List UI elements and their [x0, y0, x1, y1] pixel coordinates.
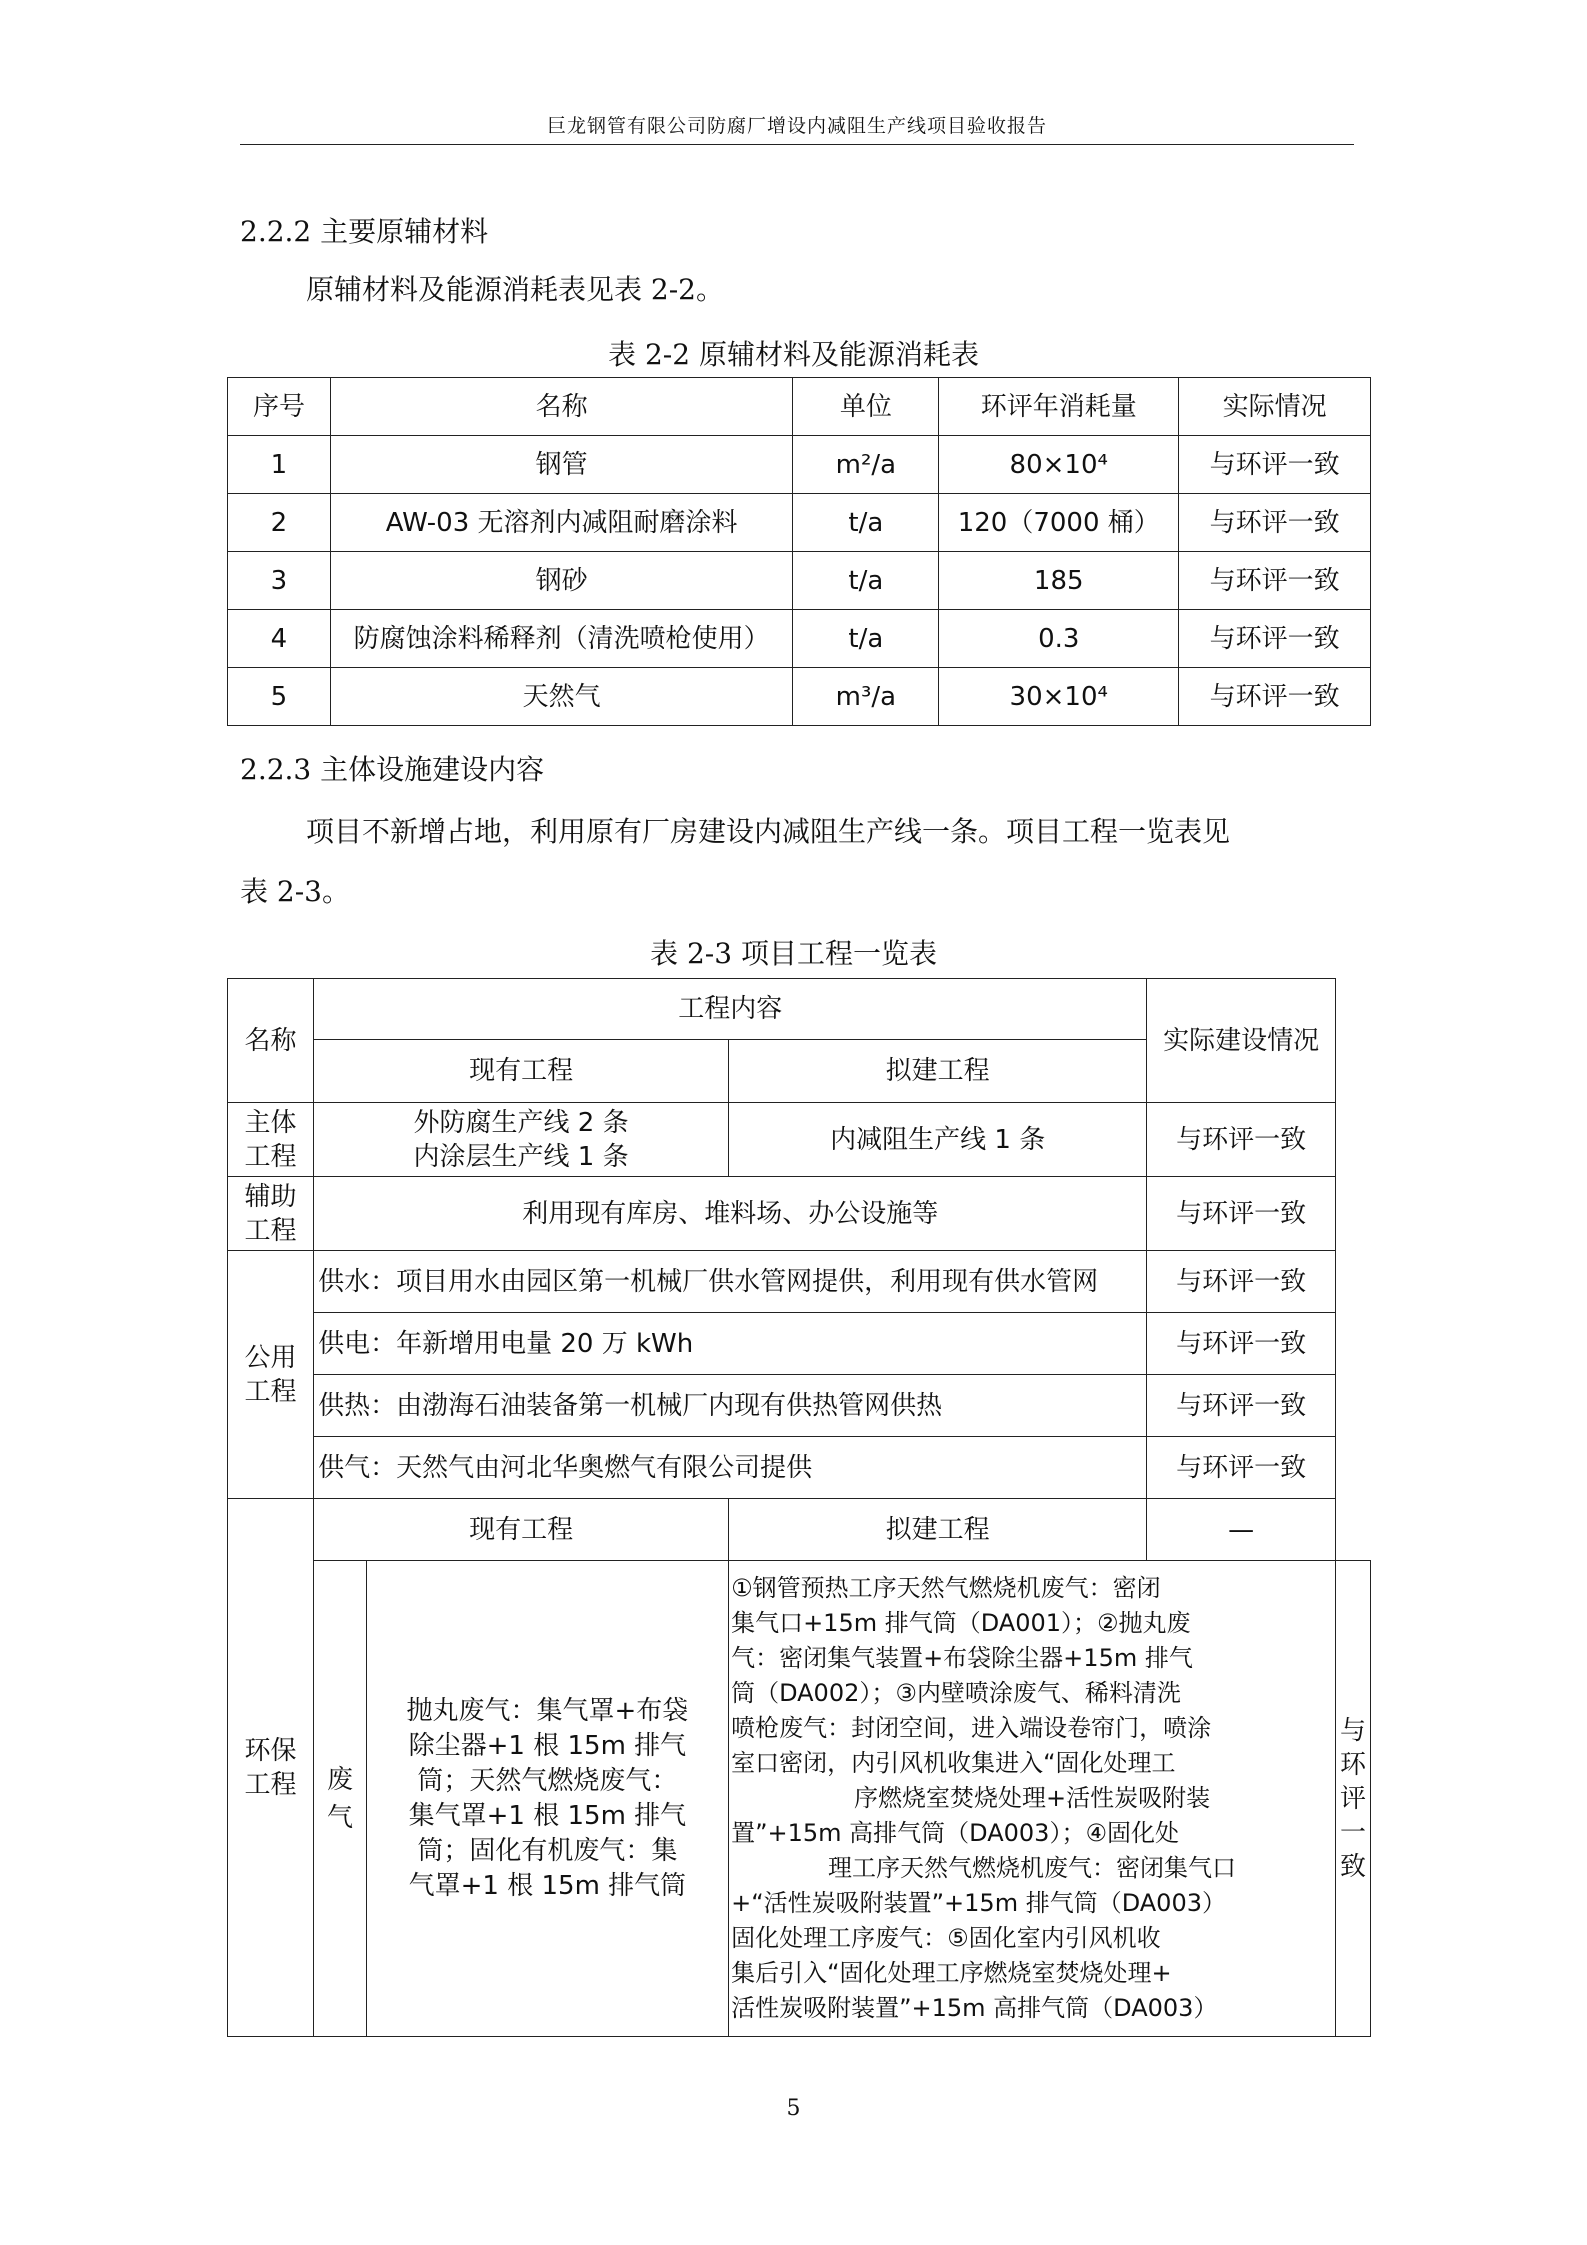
table-row	[228, 552, 1371, 610]
facilities-intro-line2: 表 2-3。	[240, 875, 350, 908]
env-category-cell	[314, 1561, 367, 2037]
table-cell: AW-03 无溶剂内减阻耐磨涂料	[330, 494, 793, 552]
column-header: 环评年消耗量	[939, 378, 1179, 436]
table-row	[228, 668, 1371, 726]
column-header: 实际情况	[1179, 378, 1371, 436]
table-cell: 天然气	[330, 668, 793, 726]
table-cell: 30×10⁴	[939, 668, 1179, 726]
section-heading-facilities: 2.2.3 主体设施建设内容	[240, 753, 545, 786]
column-header-actual: 实际建设情况	[1147, 979, 1336, 1103]
table-cell: 与环评一致	[1179, 610, 1371, 668]
row-name-aux: 辅助工程	[228, 1177, 314, 1251]
table-row	[228, 436, 1371, 494]
row-name-main: 主体工程	[228, 1103, 314, 1177]
page-number: 5	[786, 2096, 801, 2121]
column-header: 序号	[228, 378, 331, 436]
table-cell: 2	[228, 494, 331, 552]
public-actual-cell: 与环评一致	[1147, 1375, 1336, 1437]
table-cell: t/a	[793, 494, 939, 552]
table-cell: 185	[939, 552, 1179, 610]
env-existing-header: 现有工程	[314, 1499, 729, 1561]
env-proposed-line: 气：密闭集气装置+布袋除尘器+15m 排气	[731, 1644, 1193, 1672]
aux-actual-cell: 与环评一致	[1147, 1177, 1336, 1251]
row-name-env: 环保工程	[228, 1499, 314, 2037]
main-existing-line: 外防腐生产线 2 条	[413, 1107, 629, 1138]
env-proposed-line: 序燃烧室焚烧处理+活性炭吸附装	[853, 1784, 1211, 1812]
table-row-env-waste-gas	[228, 1561, 1371, 2037]
table-header-row	[228, 979, 1371, 1040]
table-cell: 钢砂	[330, 552, 793, 610]
table-cell: 与环评一致	[1179, 436, 1371, 494]
env-existing-cell	[366, 1561, 728, 2037]
env-existing-line: 抛丸废气：集气罩+布袋	[406, 1695, 689, 1726]
env-proposed-line: 室口密闭，内引风机收集进入“固化处理工	[731, 1749, 1176, 1777]
table-row	[228, 610, 1371, 668]
env-proposed-line: 筒（DA002）；③内壁喷涂废气、稀料清洗	[731, 1679, 1181, 1707]
column-header-proposed: 拟建工程	[729, 1040, 1147, 1103]
public-content-cell: 供电：年新增用电量 20 万 kWh	[314, 1313, 1147, 1375]
env-proposed-line: 固化处理工序废气：⑤固化室内引风机收	[731, 1924, 1161, 1952]
env-existing-line: 气罩+1 根 15m 排气筒	[408, 1870, 687, 1901]
env-proposed-line: 喷枪废气：封闭空间，进入端设卷帘门，喷涂	[731, 1714, 1212, 1742]
env-proposed-line: 活性炭吸附装置”+15m 高排气筒（DA003）	[731, 1994, 1218, 2022]
main-existing-line: 内涂层生产线 1 条	[413, 1141, 629, 1172]
env-existing-line: 筒；天然气燃烧废气：	[417, 1765, 678, 1796]
main-existing-cell	[314, 1103, 729, 1177]
env-existing-line: 集气罩+1 根 15m 排气	[408, 1800, 687, 1831]
main-actual-cell: 与环评一致	[1147, 1103, 1336, 1177]
table-cell: m³/a	[793, 668, 939, 726]
env-category-char: 废气	[326, 1764, 353, 1833]
env-proposed-line: 置”+15m 高排气筒（DA003）；④固化处	[731, 1819, 1179, 1847]
table-row	[228, 494, 1371, 552]
table-row-auxiliary-engineering	[228, 1177, 1371, 1251]
aux-content-cell: 利用现有库房、堆料场、办公设施等	[314, 1177, 1147, 1251]
column-header-name: 名称	[228, 979, 314, 1103]
column-header-existing: 现有工程	[314, 1040, 729, 1103]
project-engineering-table	[227, 978, 1371, 2037]
env-existing-line: 除尘器+1 根 15m 排气	[408, 1730, 687, 1761]
table-cell: 4	[228, 610, 331, 668]
section-heading-materials: 2.2.2 主要原辅材料	[240, 215, 489, 248]
table-cell: t/a	[793, 552, 939, 610]
table-cell: 1	[228, 436, 331, 494]
public-content-cell: 供气：天然气由河北华奥燃气有限公司提供	[314, 1437, 1147, 1499]
table-cell: 0.3	[939, 610, 1179, 668]
env-actual-cell: 与环评一致	[1335, 1561, 1370, 2037]
public-actual-cell: 与环评一致	[1147, 1437, 1336, 1499]
public-actual-cell: 与环评一致	[1147, 1313, 1336, 1375]
env-proposed-line: 集气口+15m 排气筒（DA001）；②抛丸废	[731, 1609, 1191, 1637]
env-actual-dash: —	[1147, 1499, 1336, 1561]
facilities-intro-line1: 项目不新增占地，利用原有厂房建设内减阻生产线一条。项目工程一览表见	[306, 815, 1231, 848]
public-content-cell: 供热：由渤海石油装备第一机械厂内现有供热管网供热	[314, 1375, 1147, 1437]
main-proposed-cell: 内减阻生产线 1 条	[729, 1103, 1147, 1177]
table-cell: t/a	[793, 610, 939, 668]
table-cell: 与环评一致	[1179, 668, 1371, 726]
env-existing-line: 筒；固化有机废气：集	[417, 1835, 678, 1866]
env-proposed-header: 拟建工程	[729, 1499, 1147, 1561]
table-row-public-gas	[228, 1437, 1371, 1499]
table-cell: 120（7000 桶）	[939, 494, 1179, 552]
table-row-main-engineering	[228, 1103, 1371, 1177]
table-cell: 防腐蚀涂料稀释剂（清洗喷枪使用）	[330, 610, 793, 668]
column-header-content: 工程内容	[314, 979, 1147, 1040]
table-2-2-caption: 表 2-2 原辅材料及能源消耗表	[608, 338, 979, 371]
public-actual-cell: 与环评一致	[1147, 1251, 1336, 1313]
table-cell: 5	[228, 668, 331, 726]
table-cell: 与环评一致	[1179, 552, 1371, 610]
table-row-env-header	[228, 1499, 1371, 1561]
table-row-public-water	[228, 1251, 1371, 1313]
table-cell: 3	[228, 552, 331, 610]
table-row-public-power	[228, 1313, 1371, 1375]
table-cell: m²/a	[793, 436, 939, 494]
table-row-public-heat	[228, 1375, 1371, 1437]
env-proposed-line: ①钢管预热工序天然气燃烧机废气：密闭	[731, 1574, 1161, 1602]
env-proposed-line: 集后引入“固化处理工序燃烧室焚烧处理+	[731, 1959, 1172, 1987]
env-proposed-line: 理工序天然气燃烧机废气：密闭集气口	[828, 1854, 1237, 1882]
materials-intro: 原辅材料及能源消耗表见表 2-2。	[306, 273, 724, 306]
env-proposed-line: +“活性炭吸附装置”+15m 排气筒（DA003）	[731, 1889, 1226, 1917]
materials-table	[227, 377, 1371, 726]
table-cell: 与环评一致	[1179, 494, 1371, 552]
materials-table-header-row	[228, 378, 1371, 436]
env-proposed-cell	[729, 1561, 1336, 2037]
page-header: 巨龙钢管有限公司防腐厂增设内减阻生产线项目验收报告	[240, 108, 1354, 145]
table-cell: 钢管	[330, 436, 793, 494]
public-content-cell: 供水：项目用水由园区第一机械厂供水管网提供，利用现有供水管网	[314, 1251, 1147, 1313]
table-2-3-caption: 表 2-3 项目工程一览表	[650, 937, 937, 970]
column-header: 名称	[330, 378, 793, 436]
table-cell: 80×10⁴	[939, 436, 1179, 494]
column-header: 单位	[793, 378, 939, 436]
row-name-public: 公用工程	[228, 1251, 314, 1499]
